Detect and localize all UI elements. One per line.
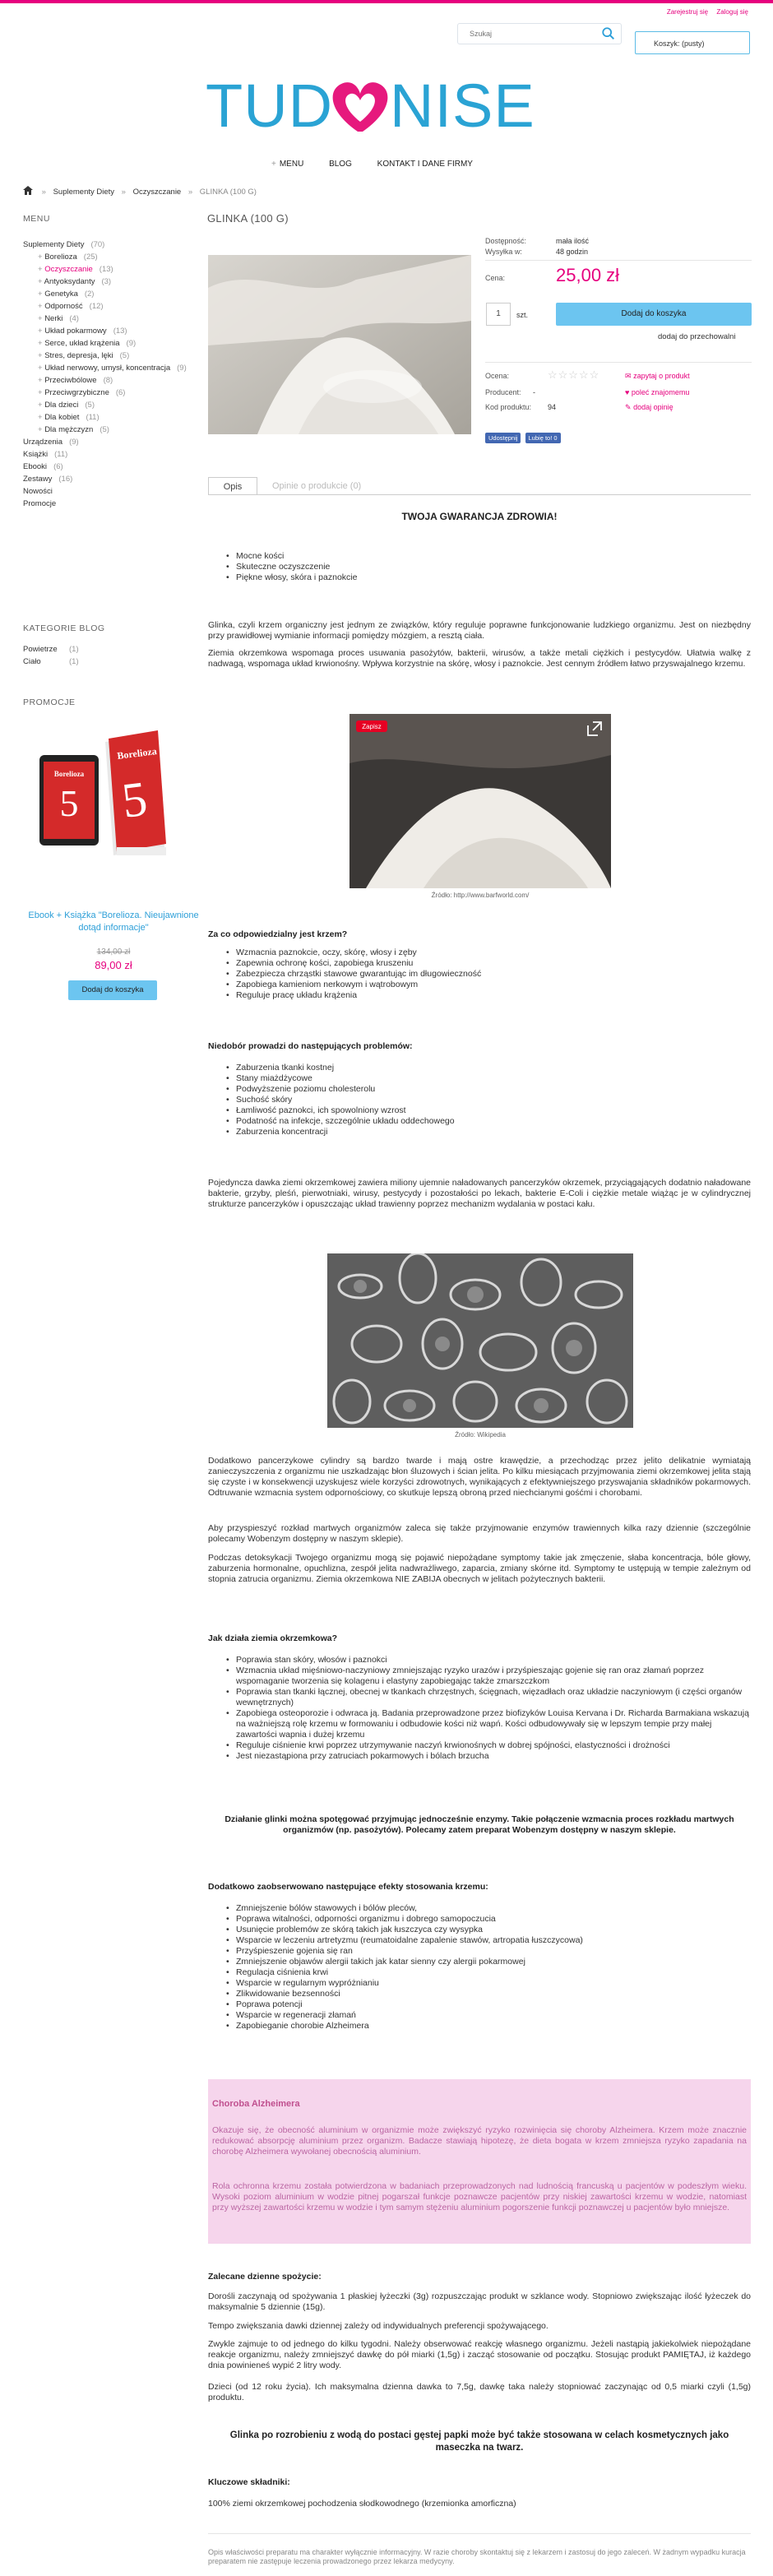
breadcrumb-separator: » bbox=[187, 188, 193, 197]
section-heading: Dodatkowo zaobserwowano następujące efekty stosowania krzemu: bbox=[208, 1882, 488, 1892]
pin-save-label: Zapisz bbox=[362, 723, 382, 730]
paragraph: Tempo zwiększania dawki dziennej zależy od indywidualnych preferencji spożywającego. bbox=[208, 2321, 549, 2331]
category-item[interactable] bbox=[23, 251, 196, 263]
list-item: • Usunięcie problemów ze skórą takich jak łuszczyca czy wysypka bbox=[226, 1925, 736, 1935]
product-tabs bbox=[208, 477, 751, 495]
category-count: (9) bbox=[177, 364, 187, 373]
category-label: Urządzenia bbox=[23, 438, 63, 447]
category-item[interactable] bbox=[23, 448, 196, 461]
category-label: Nowości bbox=[23, 487, 53, 496]
add-to-cart-button[interactable]: Dodaj do koszyka bbox=[556, 303, 752, 326]
quantity-input[interactable]: 1 bbox=[486, 303, 511, 326]
paragraph: Pojedyncza dawka ziemi okrzemkowej zawiera miliony ujemnie naładowanych pancerzyków okrzemek, przyciągających dodatnio naładowane bakterie, grzyby, pleśń, pierwotniaki, wirusy, pestycydy i pozostałości po lekach, bakterie E-Coli i ciężkie metale wiążąc je w cylindrycznej strukturze pancerzyków i opuszczając układ trawienny poprzez mechanizm wydalania w postaci kału. bbox=[208, 1178, 751, 1209]
category-count: (6) bbox=[115, 388, 126, 397]
disclaimer: Opis właściwości preparatu ma charakter wyłącznie informacyjny. W razie choroby skontaktuj się z lekarzem i zastosuj do jego zaleceń. W żadnym wypadku kuracja preparatem nie zastępuje leczenia prowadzonego przez lekarza medycyny. bbox=[208, 2548, 746, 2565]
producer-value: - bbox=[533, 388, 535, 396]
sidebar-menu-heading: MENU bbox=[23, 214, 50, 224]
category-label: + Nerki bbox=[38, 314, 62, 323]
blog-category-list bbox=[23, 643, 196, 668]
category-count: (9) bbox=[69, 438, 79, 447]
cart-button[interactable]: Koszyk: (pusty) bbox=[635, 31, 750, 54]
list-item: • Regulacja ciśnienia krwi bbox=[226, 1967, 736, 1978]
product-image[interactable] bbox=[208, 255, 471, 434]
category-count: (25) bbox=[83, 253, 98, 262]
blog-category-label: Powietrze bbox=[23, 645, 58, 654]
promo-title[interactable]: Ebook + Książka "Borelioza. Nieujawnione dotąd informacje" bbox=[28, 910, 199, 933]
image-caption: Źródło: Wikipedia bbox=[455, 1431, 506, 1439]
list-item: • Zapewnia ochronę kości, zapobiega kruszeniu bbox=[226, 958, 736, 969]
article-image-diatoms[interactable] bbox=[327, 1253, 633, 1428]
home-icon[interactable] bbox=[23, 186, 33, 195]
search-input[interactable] bbox=[458, 24, 590, 44]
list-item: • Poprawia stan tkanki łącznej, obecnej w tkankach chrzęstnych, ścięgnach, więzadłach oraz układzie naczyniowym (i części organów wewnętrznych) bbox=[226, 1687, 751, 1708]
category-count: (12) bbox=[89, 302, 104, 311]
menu-label: MENU bbox=[279, 160, 304, 169]
mail-icon: ✉ bbox=[625, 372, 632, 380]
plus-icon: + bbox=[271, 160, 276, 169]
recommend-label: poleć znajomemu bbox=[631, 388, 690, 396]
list-item: • Stany miażdżycowe bbox=[226, 1073, 736, 1084]
product-price: 25,00 zł bbox=[556, 265, 620, 285]
account-links bbox=[559, 8, 748, 16]
category-item[interactable] bbox=[23, 387, 196, 399]
category-item[interactable] bbox=[23, 461, 196, 473]
category-item[interactable] bbox=[23, 300, 196, 313]
alzheimer-paragraph: Rola ochronna krzemu została potwierdzona w badaniach przeprowadzonych nad ludnością francuską u pacjentów w podeszłym wieku. Wysoki poziom aluminium w wodzie pitnej pogarszał funkcje poznawcze pacjentów przy niskiej zawartości krzemu w wodzie, natomiast przy wyższej zawartości krzemu w wodzie i tym samym stężeniu aluminium pogorszenie funkcji poznawczej u pacjentów było mniejsze. bbox=[212, 2181, 747, 2212]
promo-old-price: 134,00 zł bbox=[96, 947, 131, 957]
section-heading: Zalecane dzienne spożycie: bbox=[208, 2272, 322, 2282]
breadcrumb-item[interactable]: Suplementy Diety bbox=[53, 188, 115, 197]
guarantee-heading: TWOJA GWARANCJA ZDROWIA! bbox=[401, 511, 558, 522]
list-item: • Zapobiega osteoporozie i odwraca ją. Badania przeprowadzone przez biofizyków Louisa Kervana i Dr. Richarda Barmakiana wskazują na ważniejszą rolę krzemu w formowaniu i odbudowie kości niż wapń. Kości odbudowywały się w lepszym tempie przy małej zawartości wapnia i dużej krzemu bbox=[226, 1708, 751, 1740]
category-label: + Przeciwgrzybiczne bbox=[38, 388, 109, 397]
search-icon[interactable] bbox=[601, 26, 616, 41]
category-label: + Oczyszczanie bbox=[38, 265, 93, 274]
section-heading: Jak działa ziemia okrzemkowa? bbox=[208, 1633, 337, 1643]
svg-text:5: 5 bbox=[118, 771, 150, 828]
list-item: • Łamliwość paznokci, ich spowolniony wzrost bbox=[226, 1105, 736, 1116]
svg-text:TUD: TUD bbox=[206, 72, 334, 138]
paragraph: Dodatkowo pancerzykowe cylindry są bardzo twarde i mają ostre krawędzie, a przechodząc przez jelito delikatnie wymiatają zanieczyszczenia z organizmu nie uszkadzając błon śluzowych i ścian jelita. Po kilku miesiącach przyjmowania ziemi okrzemkowej jelita stają się czyste i w konsekwencji uzyskujesz wiele korzyści zdrowotnych, wynikających z efektywniejszego przyswajania składników pokarmowych. Odtruwanie wzmacnia system odpornościowy, co skutkuje lepszą obroną przed niechcianymi gośćmi i chorobami. bbox=[208, 1456, 751, 1498]
list-item: • Poprawa witalności, odporności organizmu i dobrego samopoczucia bbox=[226, 1914, 736, 1925]
availability-value: mała ilość bbox=[556, 237, 590, 245]
category-item[interactable] bbox=[23, 473, 196, 485]
category-label: + Serce, układ krążenia bbox=[38, 339, 120, 348]
list-item: • Zmniejszenie objawów alergii takich jak katar sienny czy alergii pokarmowej bbox=[226, 1957, 736, 1967]
producer-label: Producent: bbox=[485, 388, 521, 396]
product-title: GLINKA (100 G) bbox=[207, 212, 289, 225]
ask-product-link[interactable] bbox=[625, 372, 690, 381]
section-heading: Kluczowe składniki: bbox=[208, 2477, 290, 2487]
category-label: + Układ nerwowy, umysł, koncentracja bbox=[38, 364, 170, 373]
promo-add-to-cart-button[interactable]: Dodaj do koszyka bbox=[68, 980, 157, 1000]
breadcrumb bbox=[23, 186, 516, 197]
section-heading: Za co odpowiedzialny jest krzem? bbox=[208, 929, 348, 939]
category-label: Książki bbox=[23, 450, 49, 459]
list-item: • Podwyższenie poziomu cholesterolu bbox=[226, 1084, 736, 1095]
category-label: + Dla mężczyzn bbox=[38, 425, 93, 434]
unit-label: szt. bbox=[516, 311, 529, 319]
price-label: Cena: bbox=[485, 274, 506, 282]
category-item[interactable] bbox=[23, 399, 196, 411]
paragraph: Dorośli zaczynają od spożywania 1 płaskiej łyżeczki (3g) rozpuszczając produkt w szklance wody. Stopniowo zwiększając ilość łyżeczek do maksymalnie 5 dziennie (15g). bbox=[208, 2291, 751, 2312]
category-label: + Odporność bbox=[38, 302, 83, 311]
paragraph: Glinka, czyli krzem organiczny jest jednym ze związków, który reguluje poprawne funkcjonowanie ludzkiego organizmu. Jest on niezbędny przy prawidłowej wymianie informacji pomiędzy mózgiem, a resztą ciała. bbox=[208, 620, 751, 641]
list-item: • Zapobiega kamieniom nerkowym i wątrobowym bbox=[226, 980, 736, 990]
category-count: (6) bbox=[53, 462, 63, 471]
ingredients: 100% ziemi okrzemkowej pochodzenia słodkowodnego (krzemionka amorficzna) bbox=[208, 2499, 516, 2509]
bullet-list bbox=[226, 1063, 736, 1137]
menu-item-menu[interactable] bbox=[271, 160, 303, 169]
list-item: • Jest niezastąpiona przy zatruciach pokarmowych i bólach brzucha bbox=[226, 1751, 751, 1762]
heart-icon: ♥ bbox=[625, 388, 630, 396]
mask-note: Glinka po rozrobieniu z wodą do postaci gęstej papki może być także stosowana w celach kosmetycznych jako maseczka na twarz. bbox=[229, 2430, 729, 2453]
section-heading: Niedobór prowadzi do następujących problemów: bbox=[208, 1041, 413, 1051]
list-item: • Reguluje pracę układu krążenia bbox=[226, 990, 736, 1001]
category-item[interactable] bbox=[23, 436, 196, 448]
rating-label: Ocena: bbox=[485, 372, 510, 380]
category-item[interactable] bbox=[23, 276, 196, 288]
main-menu bbox=[271, 160, 518, 169]
svg-text:5: 5 bbox=[59, 782, 79, 824]
promo-new-price: 89,00 zł bbox=[95, 959, 132, 971]
category-label: Suplementy Diety bbox=[23, 240, 85, 249]
category-count: (4) bbox=[69, 314, 79, 323]
promo-heading: PROMOCJE bbox=[23, 697, 76, 707]
list-item: • Zabezpiecza chrząstki stawowe gwarantując im długowieczność bbox=[226, 969, 736, 980]
category-label: + Borelioza bbox=[38, 253, 77, 262]
add-to-store-link[interactable]: dodaj do przechowalni bbox=[658, 332, 736, 341]
category-label: + Dla kobiet bbox=[38, 413, 79, 422]
category-item[interactable] bbox=[23, 313, 196, 325]
category-count: (5) bbox=[85, 401, 95, 410]
list-item: • Wsparcie w leczeniu artretyzmu (reumatoidalne zapalenie stawów, artropatia łuszczycowa) bbox=[226, 1935, 736, 1946]
breadcrumb-current: GLINKA (100 G) bbox=[199, 188, 257, 197]
category-item[interactable] bbox=[23, 362, 196, 374]
list-item: • Suchość skóry bbox=[226, 1095, 736, 1105]
category-item[interactable] bbox=[23, 263, 196, 276]
promo-book-title: Borelioza bbox=[116, 745, 158, 762]
list-item: • Poprawa potencji bbox=[226, 1999, 736, 2010]
list-item: • Wsparcie w regularnym wypróżnianiu bbox=[226, 1978, 736, 1989]
blog-category-label: Ciało bbox=[23, 657, 41, 666]
category-item[interactable] bbox=[23, 288, 196, 300]
list-item: • Zlikwidowanie bezsenności bbox=[226, 1989, 736, 1999]
divider bbox=[208, 2533, 751, 2534]
category-item[interactable] bbox=[23, 239, 196, 251]
category-item[interactable] bbox=[23, 374, 196, 387]
blog-category-item[interactable] bbox=[23, 656, 196, 668]
list-item: • Poprawia stan skóry, włosów i paznokci bbox=[226, 1655, 751, 1666]
category-count: (13) bbox=[113, 327, 127, 336]
wobenzym-note: Działanie glinki można spotęgować przyjmując jednocześnie enzymy. Takie połączenie wzmacnia proces rozkładu martwych organizmów (np. pasożytów). Polecamy zatem preparat Wobenzym dostępny w naszym sklepie. bbox=[224, 1814, 734, 1835]
logo[interactable] bbox=[206, 72, 567, 138]
tab-description[interactable]: Opis bbox=[208, 477, 257, 495]
bullet-list bbox=[226, 1655, 751, 1762]
category-count: (5) bbox=[100, 425, 109, 434]
bullet-list bbox=[226, 947, 736, 1001]
divider bbox=[485, 260, 752, 261]
category-item[interactable] bbox=[23, 337, 196, 350]
social-buttons bbox=[485, 433, 600, 444]
promo-product-image[interactable] bbox=[33, 724, 197, 872]
category-label: Zestawy bbox=[23, 475, 53, 484]
promo-book-title: Borelioza bbox=[53, 770, 85, 778]
image-caption: Źródło: http://www.barfworld.com/ bbox=[431, 892, 530, 899]
product-code-value: 94 bbox=[548, 403, 557, 411]
comment-icon: ✎ bbox=[625, 403, 632, 411]
menu-item-contact[interactable]: KONTAKT I DANE FIRMY bbox=[377, 160, 473, 169]
category-label: + Dla dzieci bbox=[38, 401, 78, 410]
availability-label: Dostępność: bbox=[485, 237, 527, 245]
fb-like-button[interactable]: Lubię to! 0 bbox=[525, 433, 561, 443]
alzheimer-heading: Choroba Alzheimera bbox=[212, 2099, 300, 2109]
category-label: + Antyoksydanty bbox=[38, 277, 95, 286]
register-link[interactable]: Zarejestruj się bbox=[666, 8, 709, 16]
list-item: • Wsparcie w regeneracji złamań bbox=[226, 2010, 736, 2021]
list-item: • Zmniejszenie bólów stawowych i bólów pleców, bbox=[226, 1903, 736, 1914]
add-review-link[interactable] bbox=[625, 403, 673, 412]
divider bbox=[485, 362, 752, 363]
category-count: (16) bbox=[58, 475, 73, 484]
login-link[interactable]: Zaloguj się bbox=[716, 8, 748, 16]
category-item[interactable] bbox=[23, 424, 196, 436]
paragraph: Dzieci (od 12 roku życia). Ich maksymalna dzienna dawka to 7,5g, dawkę taka należy stopniować zaczynając od 0,5 miarki czyli (1,5g) produktu. bbox=[208, 2382, 751, 2402]
category-count: (8) bbox=[103, 376, 113, 385]
breadcrumb-item[interactable]: Oczyszczanie bbox=[132, 188, 182, 197]
top-accent-bar bbox=[0, 0, 773, 3]
category-label: + Przeciwbólowe bbox=[38, 376, 97, 385]
category-count: (70) bbox=[90, 240, 105, 249]
paragraph: Zwykle zajmuje to od jednego do kilku tygodni. Należy obserwować reakcję własnego organizmu. Jeżeli nastąpią jakiekolwiek niepożądane reakcje organizmu, należy zmniejszyć dawkę do pół miarki (1,5g) i zacząć stosowanie od początku. Stosując produkt PAMIĘTAJ, iż każdego dnia powinieneś wypić 2 litry wody. bbox=[208, 2339, 751, 2370]
breadcrumb-separator: » bbox=[41, 188, 46, 197]
category-count: (3) bbox=[101, 277, 112, 286]
list-item: • Wzmacnia paznokcie, oczy, skórę, włosy i zęby bbox=[226, 947, 736, 958]
list-item: • Podatność na infekcje, szczególnie układu oddechowego bbox=[226, 1116, 736, 1127]
category-label: Promocje bbox=[23, 499, 57, 508]
shipping-value: 48 godzin bbox=[556, 248, 589, 256]
paragraph: Podczas detoksykacji Twojego organizmu mogą się pojawić niepożądane symptomy takie jak zmęczenie, słaba koncentracja, bóle głowy, zaburzenia hormonalne, opuchlizna, zespół jelita nadwrażliwego, zaparcia, zmiany skórne itd. Symptomy te ustępują w tempie zależnym od stopnia zatrucia organizmu. Ziemia okrzemkowa NIE ZABIJA obecnych w jelitach pożytecznych bakterii. bbox=[208, 1553, 751, 1584]
list-item: • Skuteczne oczyszczenie bbox=[226, 562, 720, 572]
list-item: • Zaburzenia tkanki kostnej bbox=[226, 1063, 736, 1073]
list-item: • Mocne kości bbox=[226, 551, 720, 562]
blog-category-count: (1) bbox=[69, 645, 79, 654]
category-item[interactable] bbox=[23, 325, 196, 337]
blog-categories-heading: KATEGORIE BLOG bbox=[23, 623, 105, 633]
category-count: (11) bbox=[54, 450, 68, 459]
category-count: (2) bbox=[84, 290, 95, 299]
category-label: + Stres, depresja, lęki bbox=[38, 351, 113, 360]
paragraph: Ziemia okrzemkowa wspomaga proces usuwania pasożytów, bakterii, wirusów, a także metali ciężkich i pestycydów. Ułatwia walkę z nadwagą, wspomaga układ krwionośny. Wpływa korzystnie na skórę, włosy i paznokcie. Jest cennym źródłem łatwo przyswajalnego krzemu. bbox=[208, 648, 751, 669]
list-item: • Zaburzenia koncentracji bbox=[226, 1127, 736, 1137]
list-item: • Przyśpieszenie gojenia się ran bbox=[226, 1946, 736, 1957]
rating-stars-icon[interactable]: ☆☆☆☆☆ bbox=[548, 368, 600, 381]
category-item[interactable] bbox=[23, 485, 196, 498]
svg-text:NISE: NISE bbox=[390, 72, 535, 138]
category-item[interactable] bbox=[23, 411, 196, 424]
tabs-divider bbox=[208, 494, 751, 495]
article-image-clay[interactable] bbox=[349, 714, 611, 888]
category-count: (9) bbox=[126, 339, 137, 348]
menu-item-blog[interactable]: BLOG bbox=[329, 160, 352, 169]
category-item[interactable] bbox=[23, 498, 196, 510]
breadcrumb-separator: » bbox=[121, 188, 126, 197]
list-item: • Reguluje ciśnienie krwi poprzez utrzymywanie naczyń krwionośnych w dobrej spójności, elastyczności i drożności bbox=[226, 1740, 751, 1751]
alzheimer-paragraph: Okazuje się, że obecność aluminium w organizmie może zwiększyć ryzyko rozwinięcia się choroby Alzheimera. Krzem może znacznie redukować absorpcję aluminium przez organizm. Badacze stawiają hipotezę, że dieta bogata w krzem zmniejsza ryzyko zapadania na chorobę Alzheimera wywołanej obecnością aluminium. bbox=[212, 2125, 747, 2157]
add-review-label: dodaj opinię bbox=[633, 403, 673, 411]
paragraph: Aby przyspieszyć rozkład martwych organizmów zaleca się także przyjmowanie enzymów trawiennych kilka razy dziennie (szczególnie polecamy Wobenzym dostępny w naszym sklepie). bbox=[208, 1523, 751, 1544]
ask-product-label: zapytaj o produkt bbox=[633, 372, 690, 380]
recommend-link[interactable] bbox=[625, 388, 689, 396]
intro-bullets bbox=[226, 551, 720, 583]
bullet-list bbox=[226, 1903, 736, 2032]
blog-category-item[interactable] bbox=[23, 643, 196, 656]
shipping-label: Wysyłka w: bbox=[485, 248, 522, 256]
category-label: Ebooki bbox=[23, 462, 48, 471]
category-list bbox=[23, 239, 196, 510]
category-count: (13) bbox=[99, 265, 113, 274]
category-count: (11) bbox=[86, 413, 100, 422]
list-item: • Wzmacnia układ mięśniowo-naczyniowy zmniejszając ryzyko urazów i przyśpieszając gojenie się ran oraz złamań poprzez wspomaganie tworzenia się kolagenu i elastyny zapobiegając także zmarszczkom bbox=[226, 1666, 751, 1687]
category-item[interactable] bbox=[23, 350, 196, 362]
fb-share-button[interactable]: Udostępnij bbox=[485, 433, 521, 443]
list-item: • Piękne włosy, skóra i paznokcie bbox=[226, 572, 720, 583]
category-count: (5) bbox=[119, 351, 130, 360]
search-box bbox=[457, 23, 622, 44]
blog-category-count: (1) bbox=[69, 657, 79, 666]
category-label: + Genetyka bbox=[38, 290, 78, 299]
product-code-label: Kod produktu: bbox=[485, 403, 532, 411]
tab-reviews[interactable]: Opinie o produkcie (0) bbox=[272, 481, 362, 491]
category-label: + Układ pokarmowy bbox=[38, 327, 107, 336]
list-item: • Zapobieganie chorobie Alzheimera bbox=[226, 2021, 736, 2032]
